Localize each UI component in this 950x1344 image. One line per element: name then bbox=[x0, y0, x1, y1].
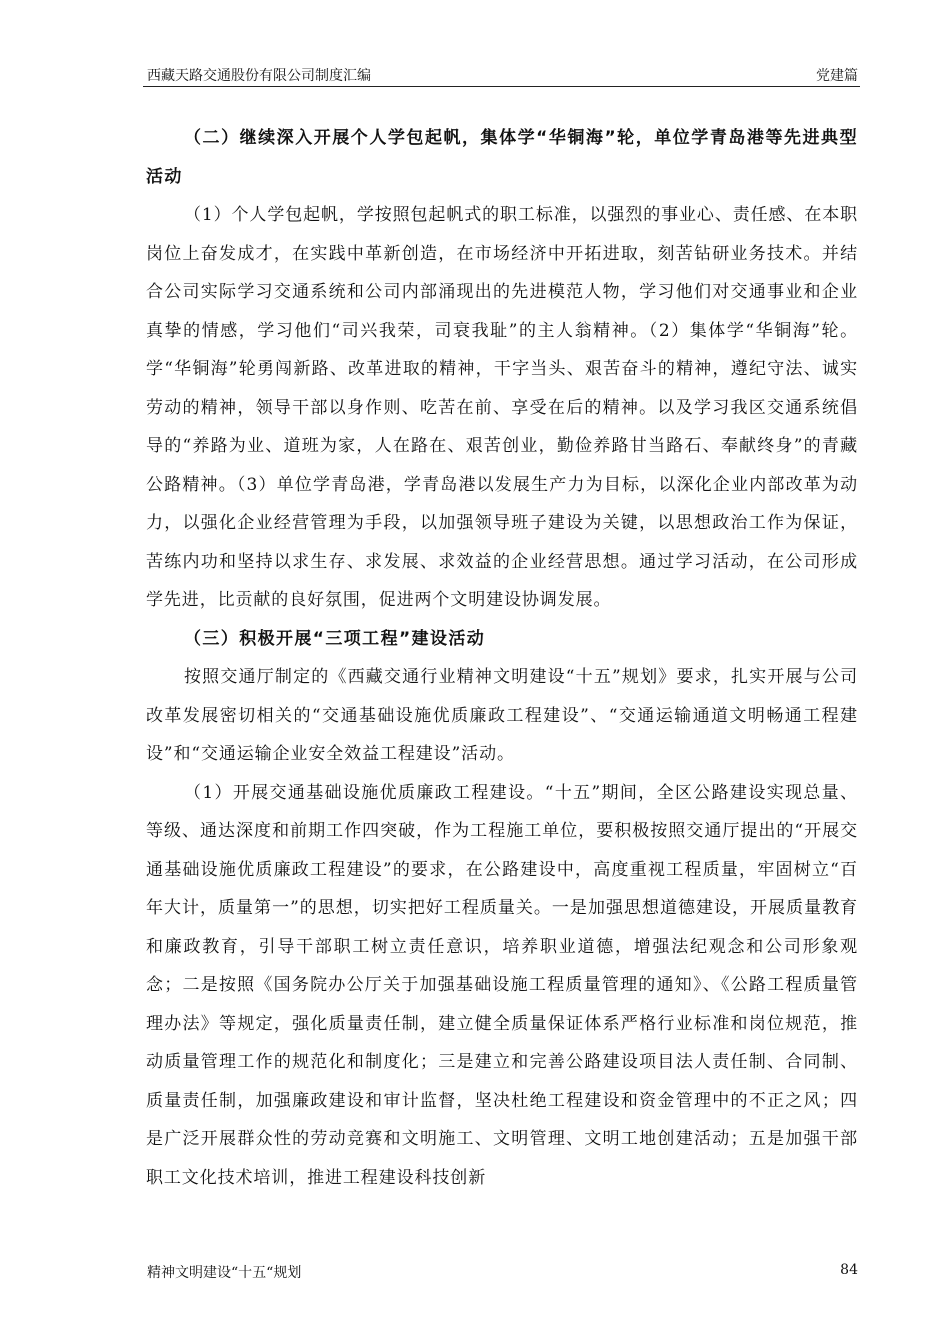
header-section-name: 党建篇 bbox=[816, 68, 858, 84]
section-heading-3: （三）积极开展“三项工程”建设活动 bbox=[184, 628, 486, 649]
page-body bbox=[146, 119, 858, 1197]
page-header bbox=[143, 62, 860, 87]
body-paragraph: （1）个人学包起帆，学按照包起帆式的职工标准，以强烈的事业心、责任感、在本职岗位上奋发成才，在实践中革新创造，在市场经济中开拓进取，刻苦钻研业务技术。并结合公司实际学习交通系统和公司内部涌现出的先进模范人物，学习他们对交通事业和企业真挚的情感，学习他们“司兴我荣，司衰我耻”的主人翁精神。（2）集体学“华铜海”轮。学“华铜海”轮勇闯新路、改革进取的精神，干字当头、艰苦奋斗的精神，遵纪守法、诚实劳动的精神，领导干部以身作则、吃苦在前、享受在后的精神。以及学习我区交通系统倡导的“养路为业、道班为家，人在路在、艰苦创业，勤俭养路甘当路石、奉献终身”的青藏公路精神。（3）单位学青岛港，学青岛港以发展生产力为目标，以深化企业内部改革为动力，以强化企业经营管理为手段，以加强领导班子建设为关键，以思想政治工作为保证，苦练内功和坚持以求生存、求发展、求效益的企业经营思想。通过学习活动，在公司形成学先进，比贡献的良好氛围，促进两个文明建设协调发展。 bbox=[146, 205, 859, 610]
section-heading-2: （二）继续深入开展个人学包起帆，集体学“华铜海”轮，单位学青岛港等先进典型活动 bbox=[146, 128, 858, 187]
footer-title: 精神文明建设“十五“规划 bbox=[147, 1265, 302, 1281]
page-number: 84 bbox=[840, 1262, 858, 1278]
header-document-title: 西藏天路交通股份有限公司制度汇编 bbox=[147, 68, 371, 84]
body-paragraph: 按照交通厅制定的《西藏交通行业精神文明建设“十五”规划》要求，扎实开展与公司改革发展密切相关的“交通基础设施优质廉政工程建设”、“交通运输通道文明畅通工程建设”和“交通运输企业安全效益工程建设”活动。 bbox=[146, 667, 858, 764]
body-paragraph: （1）开展交通基础设施优质廉政工程建设。“十五”期间，全区公路建设实现总量、等级、通达深度和前期工作四突破，作为工程施工单位，要积极按照交通厅提出的“开展交通基础设施优质廉政工程建设”的要求，在公路建设中，高度重视工程质量，牢固树立“百年大计，质量第一”的思想，切实把好工程质量关。一是加强思想道德建设，开展质量教育和廉政教育，引导干部职工树立责任意识，培养职业道德，增强法纪观念和公司形象观念；二是按照《国务院办公厅关于加强基础设施工程质量管理的通知》、《公路工程质量管理办法》等规定，强化质量责任制，建立健全质量保证体系严格行业标准和岗位规范，推动质量管理工作的规范化和制度化；三是建立和完善公路建设项目法人责任制、合同制、质量责任制，加强廉政建设和审计监督，坚决杜绝工程建设和资金管理中的不正之风；四是广泛开展群众性的劳动竞赛和文明施工、文明管理、文明工地创建活动；五是加强干部职工文化技术培训，推进工程建设科技创新 bbox=[146, 782, 858, 1188]
